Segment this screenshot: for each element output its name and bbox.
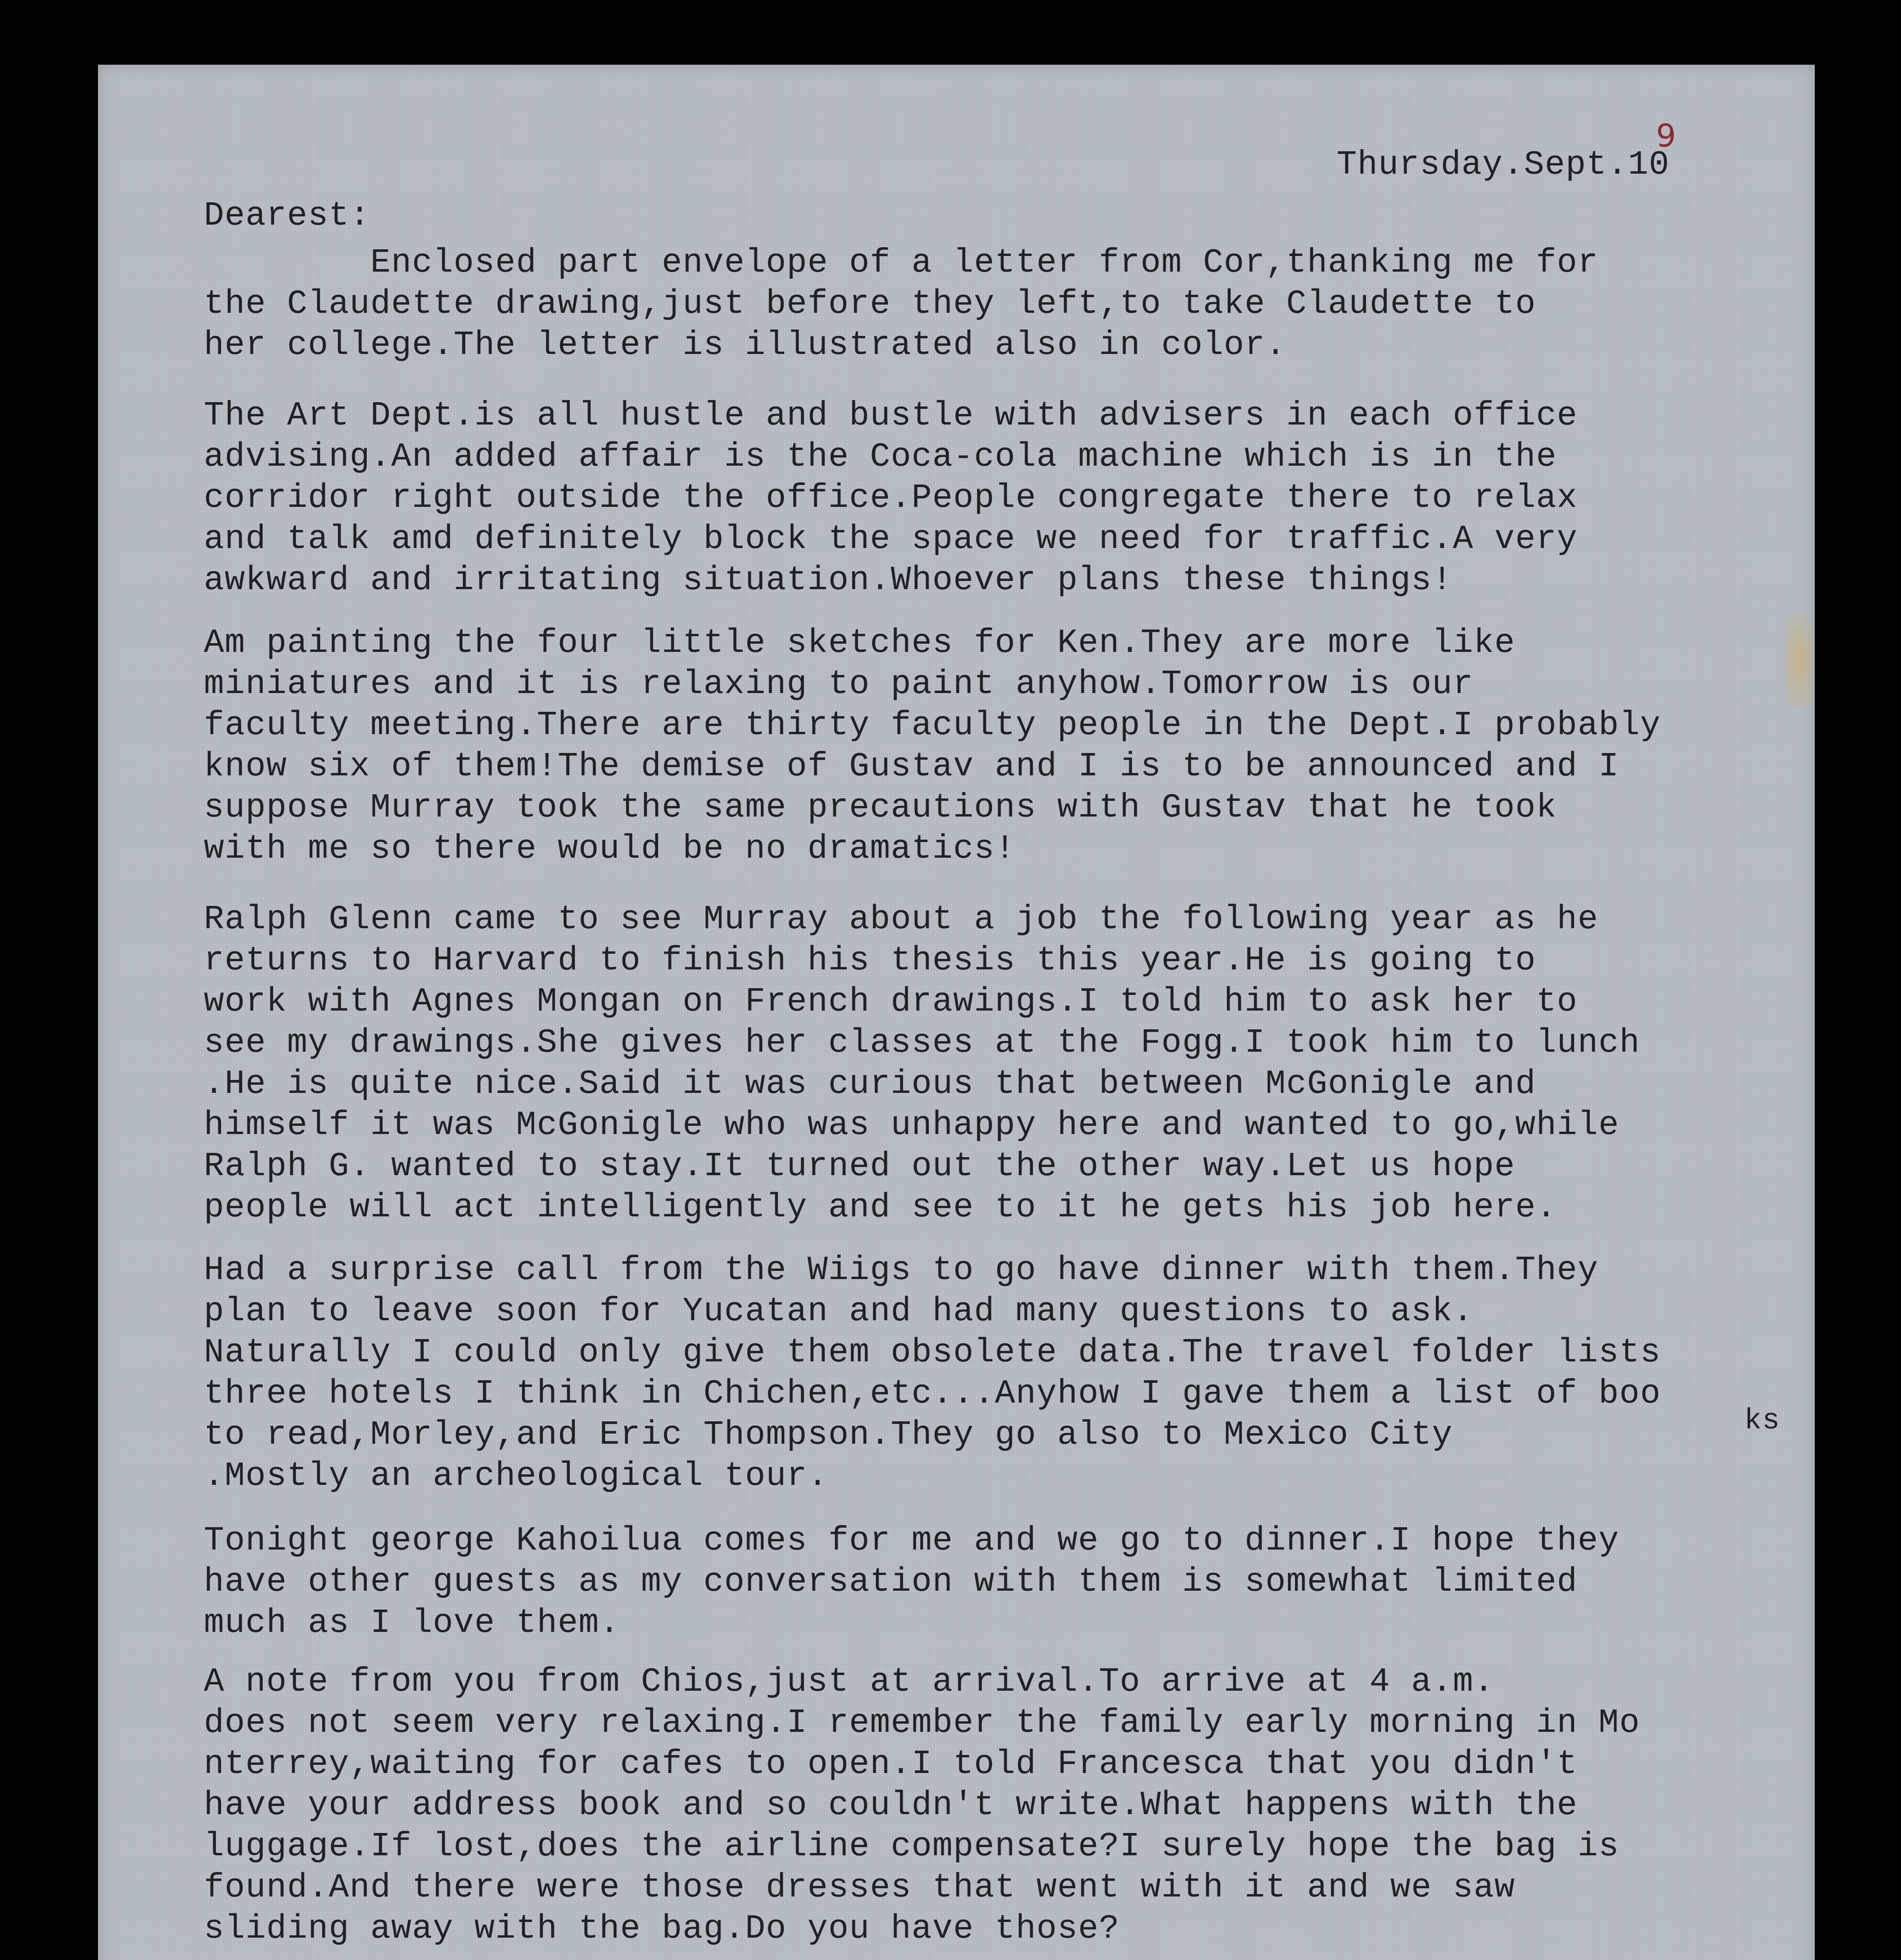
body-line: plan to leave soon for Yucatan and had many questions to ask. [204,1292,1474,1330]
letter-date: Thursday.Sept.10 [1337,145,1670,184]
body-line: advising.An added affair is the Coca-cola machine which is in the [204,437,1557,476]
body-line: Had a surprise call from the Wiigs to go have dinner with them.They [204,1251,1599,1289]
body-line: the Claudette drawing,just before they left,to take Claudette to [204,285,1536,323]
body-line: work with Agnes Mongan on French drawings.I told him to ask her to [204,982,1578,1021]
body-line: Am painting the four little sketches for Ken.They are more like [204,624,1515,662]
body-line: awkward and irritating situation.Whoever plans these things! [204,561,1453,599]
body-line: The Art Dept.is all hustle and bustle with advisers in each office [204,396,1578,435]
body-line: Enclosed part envelope of a letter from Cor,thanking me for [204,243,1599,282]
body-line: with me so there would be no dramatics! [204,829,1016,868]
body-line: miniatures and it is relaxing to paint anyhow.Tomorrow is our [204,665,1474,703]
body-line: faculty meeting.There are thirty faculty people in the Dept.I probably [204,706,1661,744]
body-line: suppose Murray took the same precautions with Gustav that he took [204,788,1557,827]
body-line: know six of them!The demise of Gustav and I is to be announced and I [204,747,1620,786]
body-line: nterrey,waiting for cafes to open.I told Francesca that you didn't [204,1745,1578,1783]
body-line: and talk amd definitely block the space we need for traffic.A very [204,520,1578,558]
body-line: Naturally I could only give them obsolete data.The travel folder lists [204,1333,1661,1372]
body-line: A note from you from Chios,just at arrival.To arrive at 4 a.m. [204,1662,1495,1701]
body-line: sliding away with the bag.Do you have those? [204,1909,1120,1948]
body-line: much as I love them. [204,1604,620,1642]
body-line: three hotels I think in Chichen,etc...Anyhow I gave them a list of boo [204,1374,1661,1413]
body-line: Ralph G. wanted to stay.It turned out the other way.Let us hope [204,1147,1515,1185]
body-line: himself it was McGonigle who was unhappy here and wanted to go,while [204,1106,1620,1144]
body-line: found.And there were those dresses that went with it and we saw [204,1868,1515,1907]
body-line: .He is quite nice.Said it was curious that between McGonigle and [204,1065,1536,1103]
date-correction: 9 [1656,118,1676,154]
salutation: Dearest: [204,196,370,235]
body-line: Tonight george Kahoilua comes for me and we go to dinner.I hope they [204,1521,1620,1560]
body-line: Ralph Glenn came to see Murray about a job the following year as he [204,900,1599,938]
body-line: to read,Morley,and Eric Thompson.They go also to Mexico City [204,1416,1453,1454]
margin-note: ks [1744,1405,1780,1437]
body-line: does not seem very relaxing.I remember the family early morning in Mo [204,1704,1640,1742]
paper-stain [1783,613,1815,708]
body-line: returns to Harvard to finish his thesis this year.He is going to [204,941,1536,980]
body-line: .Mostly an archeological tour. [204,1457,829,1495]
body-line: see my drawings.She gives her classes at the Fogg.I took him to lunch [204,1024,1640,1062]
body-line: have your address book and so couldn't write.What happens with the [204,1786,1578,1824]
body-line: have other guests as my conversation with them is somewhat limited [204,1563,1578,1601]
body-line: people will act intelligently and see to it he gets his job here. [204,1188,1557,1227]
body-line: luggage.If lost,does the airline compensate?I surely hope the bag is [204,1827,1620,1866]
body-line: her college.The letter is illustrated also in color. [204,326,1286,364]
body-line: corridor right outside the office.People congregate there to relax [204,479,1578,517]
